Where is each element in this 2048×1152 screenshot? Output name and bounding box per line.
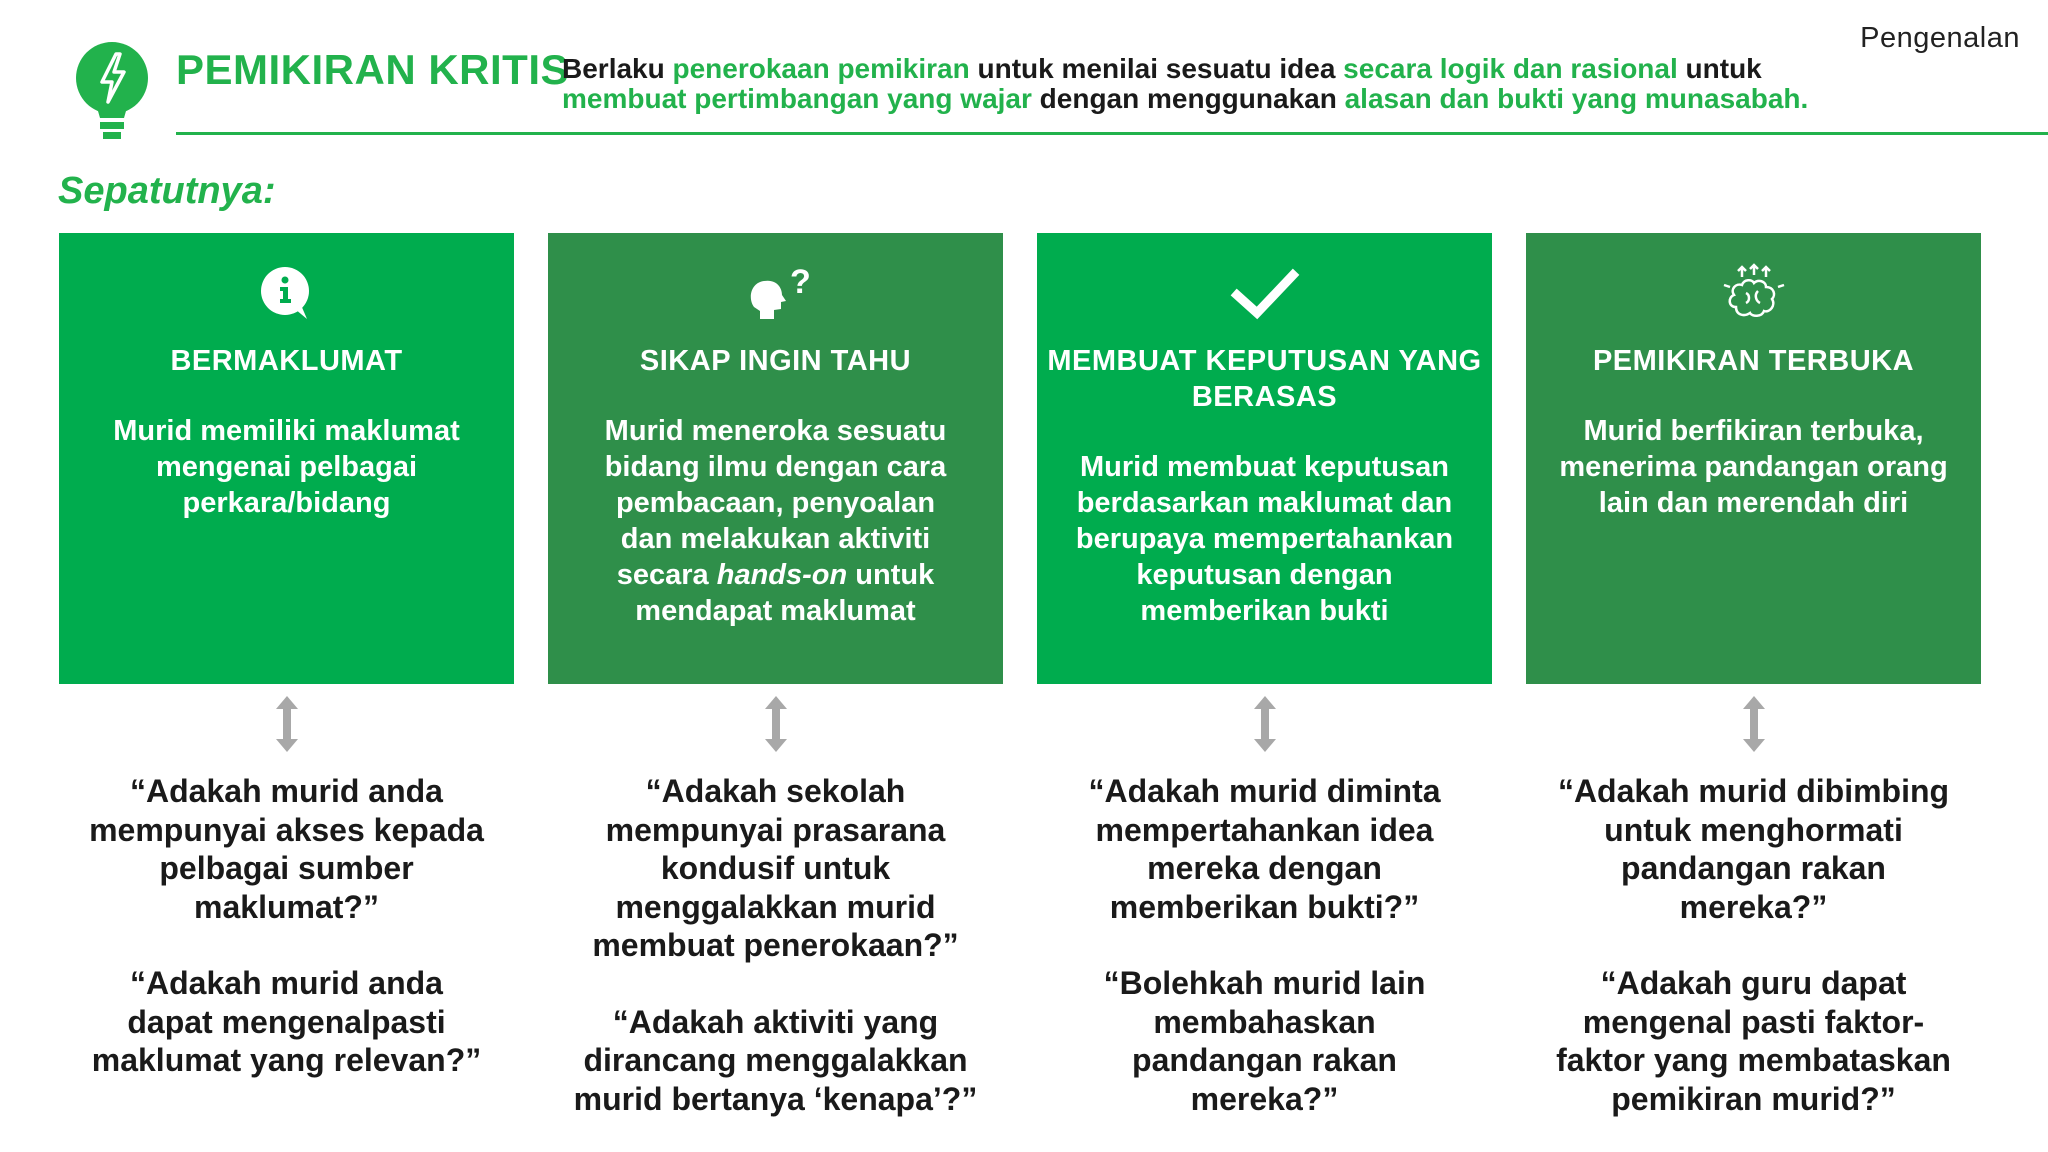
header-divider <box>176 132 2048 135</box>
card-sikap-ingin-tahu <box>548 233 1003 684</box>
head-question-icon <box>744 263 811 323</box>
card-title: MEMBUAT KEPUTUSAN YANG BERASAS <box>1047 345 1482 413</box>
reflection-questions <box>59 772 514 1080</box>
question: “Adakah murid diminta mempertahankan idea mereka dengan memberikan bukti?” <box>1088 773 1441 925</box>
question: “Adakah aktiviti yang dirancang menggalakkan murid bertanya ‘kenapa’?” <box>573 1003 978 1117</box>
page-title: PEMIKIRAN KRITIS <box>176 46 570 93</box>
card-body: Murid berfikiran terbuka, menerima pandangan orang lain dan merendah diri <box>1559 415 1948 519</box>
reflection-questions <box>1526 772 1981 1118</box>
double-arrow-icon <box>272 696 302 752</box>
section-label: Pengenalan <box>1860 22 2020 54</box>
question: “Adakah sekolah mempunyai prasarana kondusif untuk menggalakkan murid membuat penerokaan?” <box>592 773 959 963</box>
question: “Adakah murid anda dapat mengenalpasti maklumat yang relevan?” <box>91 965 482 1078</box>
question: “Adakah guru dapat mengenal pasti faktor- faktor yang membataskan pemikiran murid?” <box>1556 965 1951 1117</box>
reflection-questions <box>1037 772 1492 1118</box>
double-arrow-icon <box>761 696 791 752</box>
card-body: Murid meneroka sesuatu bidang ilmu dengan cara pembacaan, penyoalan dan melakukan aktiviti secara hands-on untuk mendapat maklumat <box>604 415 947 627</box>
svg-text:?: ? <box>789 263 811 301</box>
card-title: SIKAP INGIN TAHU <box>639 345 912 377</box>
section-subtitle: Sepatutnya: <box>58 170 276 212</box>
lightbulb-bolt-icon <box>74 40 150 144</box>
double-arrow-icon <box>1250 696 1280 752</box>
brain-ideas-icon <box>1722 263 1786 323</box>
info-speech-icon <box>255 263 319 323</box>
question: “Adakah murid dibimbing untuk menghormati pandangan rakan mereka?” <box>1557 773 1950 925</box>
definition-text: Berlaku penerokaan pemikiran untuk menilai sesuatu idea secara logik dan rasional untuk membuat pertimbangan yang wajar dengan menggunakan alasan dan bukti yang munasabah. <box>562 53 1809 114</box>
question: “Adakah murid anda mempunyai akses kepada pelbagai sumber maklumat?” <box>89 773 484 925</box>
double-arrow-icon <box>1739 696 1769 752</box>
card-bermaklumat <box>59 233 514 684</box>
reflection-questions <box>548 772 1003 1118</box>
card-body: Murid membuat keputusan berdasarkan maklumat dan berupaya mempertahankan keputusan dengan memberikan bukti <box>1075 451 1454 627</box>
checkmark-icon <box>1233 263 1297 323</box>
card-title: PEMIKIRAN TERBUKA <box>1592 345 1915 377</box>
card-title: BERMAKLUMAT <box>170 345 403 377</box>
question: “Bolehkah murid lain membahaskan pandangan rakan mereka?” <box>1103 965 1426 1117</box>
card-body: Murid memiliki maklumat mengenai pelbagai perkara/bidang <box>113 415 460 519</box>
card-membuat-keputusan <box>1037 233 1492 684</box>
card-pemikiran-terbuka <box>1526 233 1981 684</box>
